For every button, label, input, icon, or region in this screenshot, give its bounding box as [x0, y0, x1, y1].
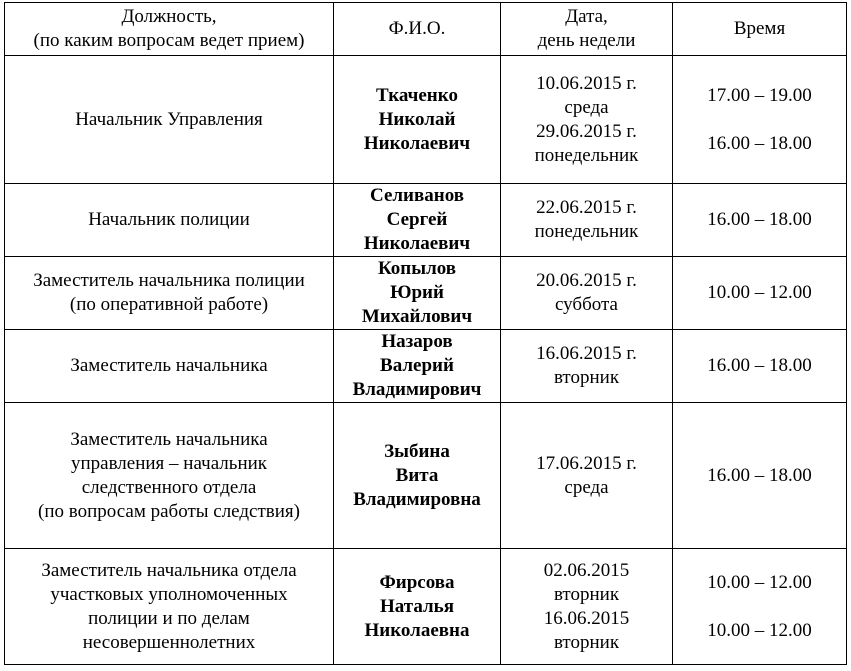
name-cell [334, 549, 501, 665]
time-cell-line: 17.00 – 19.00 [707, 84, 812, 106]
name-cell [334, 330, 501, 403]
name-cell-line: Николаевна [364, 619, 470, 641]
date-cell [501, 257, 673, 330]
date-cell-line: суббота [555, 294, 618, 315]
date-cell-line: среда [564, 476, 609, 498]
time-cell [673, 549, 847, 665]
table-row [5, 184, 847, 257]
time-cell-line: 10.00 – 12.00 [707, 619, 812, 641]
position-cell-line: следственного отдела [81, 476, 257, 498]
date-cell-line: вторник [553, 583, 620, 605]
position-cell-line: полиции и по делам [88, 607, 250, 629]
time-cell [673, 330, 847, 403]
position-cell-line: Заместитель начальника [70, 428, 268, 450]
header-position-line: (по каким вопросам ведет прием) [33, 30, 305, 51]
position-cell-line: Заместитель начальника отдела [41, 559, 297, 581]
date-cell-line: 22.06.2015 г. [536, 197, 637, 218]
position-cell-line: Заместитель начальника полиции [33, 270, 305, 291]
date-cell [501, 330, 673, 403]
time-cell-line: 16.00 – 18.00 [707, 132, 812, 154]
position-cell [5, 549, 334, 665]
date-cell [501, 403, 673, 549]
position-cell-line: (по вопросам работы следствия) [38, 500, 300, 522]
table-row [5, 56, 847, 184]
name-cell-line: Николаевич [363, 233, 471, 254]
date-cell-line: понедельник [534, 221, 639, 242]
name-cell-line: Сергей [386, 209, 448, 230]
position-cell-line: Заместитель начальника [70, 355, 268, 376]
date-cell-line: 17.06.2015 г. [536, 452, 637, 474]
name-cell-line: Ткаченко [376, 84, 458, 106]
name-cell-line: Михайлович [361, 306, 473, 327]
header-time: Время [733, 18, 786, 39]
header-position-line: Должность, [121, 6, 217, 27]
date-cell-line: 29.06.2015 г. [536, 120, 637, 142]
position-cell [5, 56, 334, 184]
date-cell-line: 16.06.2015 г. [536, 343, 637, 364]
name-cell-line: Наталья [379, 595, 454, 617]
date-cell [501, 184, 673, 257]
time-cell-line: 10.00 – 12.00 [707, 571, 812, 593]
name-cell-line: Владимировна [353, 488, 481, 510]
table-header-row [5, 3, 847, 56]
header-time-cell [673, 3, 847, 56]
date-cell-line: 02.06.2015 [543, 559, 630, 581]
time-cell-line: 16.00 – 18.00 [707, 355, 812, 376]
time-cell-line: 16.00 – 18.00 [707, 209, 812, 230]
date-cell-line: 10.06.2015 г. [536, 72, 637, 94]
date-cell-line: вторник [553, 631, 620, 653]
header-name-cell [334, 3, 501, 56]
name-cell-line: Валерий [380, 355, 454, 376]
header-date-line: Дата, [565, 6, 608, 27]
time-cell [673, 403, 847, 549]
name-cell-line: Селиванов [370, 185, 464, 206]
position-cell-line: (по оперативной работе) [69, 294, 269, 315]
position-cell-line: несовершеннолетних [82, 631, 256, 653]
table-row [5, 549, 847, 665]
header-date-line: день недели [537, 30, 636, 51]
position-cell-line: Начальник Управления [75, 108, 263, 130]
time-cell-line: 16.00 – 18.00 [707, 464, 812, 486]
date-cell-line: понедельник [534, 144, 639, 166]
date-cell-line: 20.06.2015 г. [536, 270, 637, 291]
table-row [5, 330, 847, 403]
position-cell-line: участковых уполномоченных [50, 583, 288, 605]
name-cell [334, 403, 501, 549]
header-position-cell [5, 3, 334, 56]
header-date-cell [501, 3, 673, 56]
name-cell-line: Фирсова [379, 571, 455, 593]
position-cell [5, 184, 334, 257]
name-cell-line: Николай [378, 108, 456, 130]
date-cell [501, 56, 673, 184]
position-cell [5, 257, 334, 330]
reception-schedule-table [4, 2, 847, 665]
time-cell-line: 10.00 – 12.00 [707, 282, 812, 303]
name-cell-line: Николаевич [363, 132, 471, 154]
time-cell [673, 184, 847, 257]
name-cell [334, 56, 501, 184]
time-cell [673, 257, 847, 330]
name-cell [334, 184, 501, 257]
date-cell-line: 16.06.2015 [543, 607, 630, 629]
name-cell-line: Вита [395, 464, 439, 486]
name-cell [334, 257, 501, 330]
position-cell-line: управления – начальник [70, 452, 268, 474]
name-cell-line: Владимирович [352, 379, 482, 400]
name-cell-line: Зыбина [384, 440, 450, 462]
position-cell [5, 403, 334, 549]
table-row [5, 403, 847, 549]
header-name: Ф.И.О. [388, 18, 446, 39]
time-cell [673, 56, 847, 184]
table-row [5, 257, 847, 330]
name-cell-line: Назаров [381, 331, 453, 352]
name-cell-line: Копылов [377, 258, 457, 279]
date-cell [501, 549, 673, 665]
position-cell-line: Начальник полиции [88, 209, 250, 230]
date-cell-line: вторник [553, 367, 620, 388]
position-cell [5, 330, 334, 403]
date-cell-line: среда [564, 96, 609, 118]
name-cell-line: Юрий [390, 282, 444, 303]
